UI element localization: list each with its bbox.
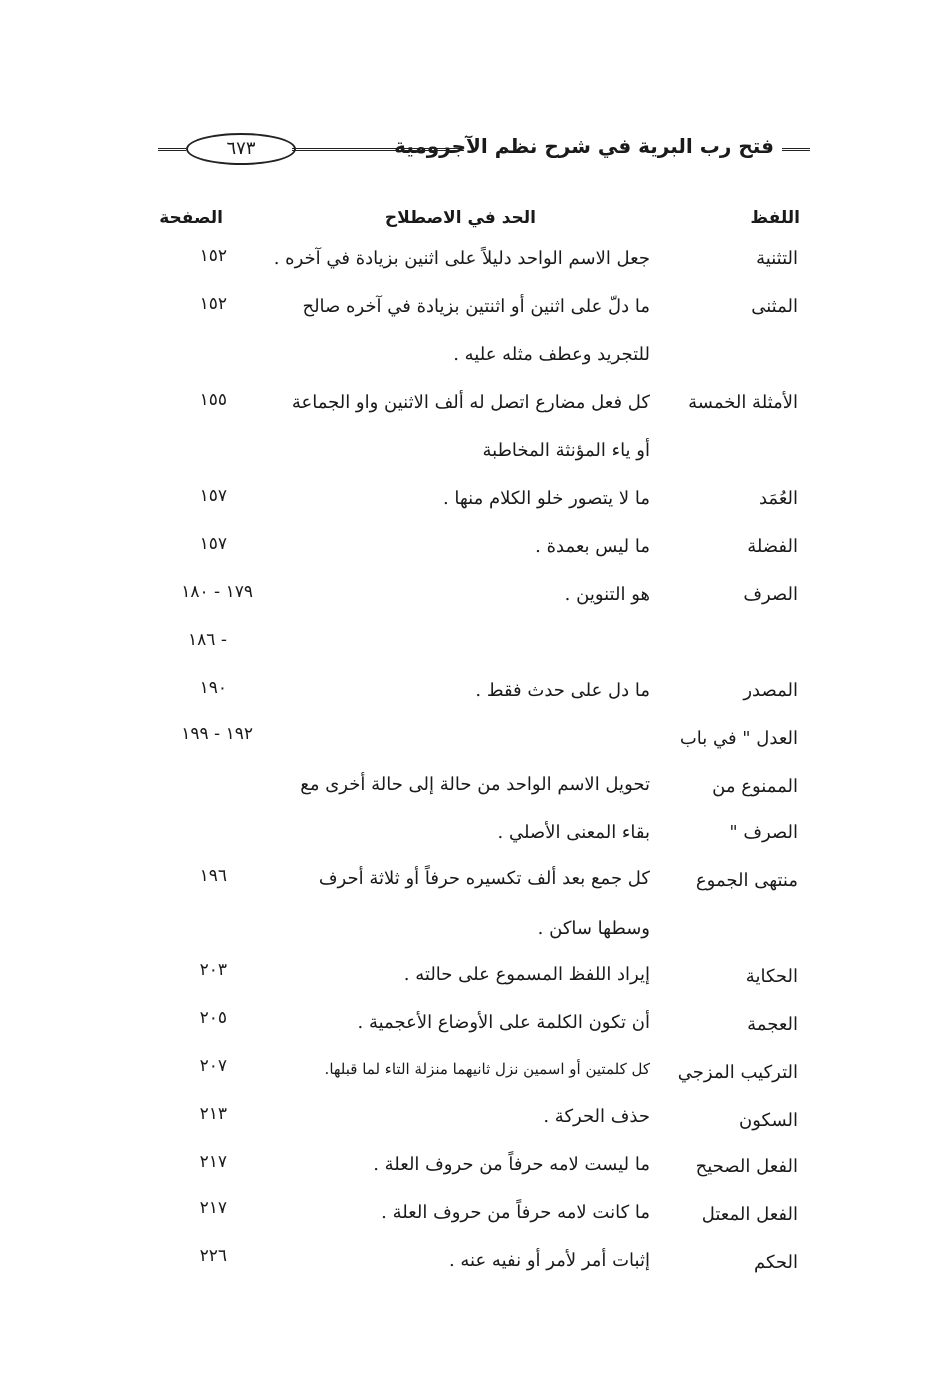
book-title: فتح رب البرية في شرح نظم الآجرومية	[394, 134, 774, 158]
page-ref: ١٥٥	[199, 390, 227, 410]
column-header-definition: الحد في الاصطلاح	[384, 208, 536, 228]
term: الأمثلة الخمسة	[688, 392, 798, 413]
definition: ما دلّ على اثنين أو اثنتين بزيادة في آخره صالح	[302, 296, 650, 317]
term: الفعل الصحيح	[695, 1156, 798, 1177]
term: العدل " في باب	[679, 728, 798, 749]
term: المصدر	[743, 680, 798, 701]
term: التركيب المزجي	[677, 1062, 798, 1083]
definition: تحويل الاسم الواحد من حالة إلى حالة أخرى مع	[300, 774, 650, 795]
column-header-term: اللفظ	[750, 208, 800, 228]
term: التثنية	[756, 248, 798, 269]
term: الفضلة	[747, 536, 798, 557]
term: منتهى الجموع	[695, 870, 798, 891]
definition: أن تكون الكلمة على الأوضاع الأعجمية .	[357, 1012, 650, 1033]
column-header-page: الصفحة	[159, 208, 223, 228]
page-ref: ١٥٧	[199, 486, 227, 506]
term: الصرف "	[729, 822, 798, 843]
definition: للتجريد وعطف مثله عليه .	[453, 344, 650, 365]
definition: كل فعل مضارع اتصل له ألف الاثنين واو الجماعة	[291, 392, 650, 413]
page-ref: ١٥٢	[199, 246, 227, 266]
page-ref: ٢٠٣	[199, 960, 227, 980]
page-number: ٦٧٣	[186, 133, 296, 165]
page-ref: ٢١٣	[199, 1104, 227, 1124]
definition: ما ليست لامه حرفاً من حروف العلة .	[373, 1154, 650, 1175]
page-ref: ١٩٢ - ١٩٩	[181, 724, 253, 744]
term: المثنى	[751, 296, 798, 317]
definition: بقاء المعنى الأصلي .	[497, 822, 650, 843]
term: الفعل المعتل	[701, 1204, 798, 1225]
term: الحكاية	[745, 966, 798, 987]
definition: هو التنوين .	[564, 584, 650, 605]
page-ref: - ١٨٦	[188, 630, 227, 650]
page-ref: ٢١٧	[199, 1152, 227, 1172]
definition: كل كلمتين أو اسمين نزل ثانيهما منزلة التاء لما قبلها.	[324, 1060, 650, 1078]
page-ref: ٢١٧	[199, 1198, 227, 1218]
term: الصرف	[743, 584, 798, 605]
header-rule-middle	[292, 148, 464, 151]
page-ref: ١٥٢	[199, 294, 227, 314]
definition: كل جمع بعد ألف تكسيره حرفاً أو ثلاثة أحرف	[318, 868, 650, 889]
term: العُمَد	[758, 488, 798, 509]
page-ref: ٢٠٥	[199, 1008, 227, 1028]
page-ref: ٢٢٦	[199, 1246, 227, 1266]
page-ref: ٢٠٧	[199, 1056, 227, 1076]
page-ref: ١٧٩ - ١٨٠	[181, 582, 253, 602]
definition: ما كانت لامه حرفاً من حروف العلة .	[381, 1202, 650, 1223]
header-rule-right	[782, 148, 810, 151]
definition: وسطها ساكن .	[537, 918, 650, 939]
term: العجمة	[747, 1014, 798, 1035]
page-ref: ١٥٧	[199, 534, 227, 554]
definition: جعل الاسم الواحد دليلاً على اثنين بزيادة في آخره .	[273, 248, 650, 269]
running-header	[150, 128, 810, 168]
term: السكون	[738, 1110, 798, 1131]
term: الممنوع من	[712, 776, 798, 797]
definition: ما لا يتصور خلو الكلام منها .	[442, 488, 650, 509]
definition: ما دل على حدث فقط .	[475, 680, 650, 701]
header-rule-left	[158, 148, 186, 151]
page-ref: ١٩٦	[199, 866, 227, 886]
definition: حذف الحركة .	[543, 1106, 650, 1127]
term: الحكم	[753, 1252, 798, 1273]
definition: إيراد اللفظ المسموع على حالته .	[403, 964, 650, 985]
page-ref: ١٩٠	[199, 678, 227, 698]
definition: أو ياء المؤنثة المخاطبة	[482, 440, 650, 461]
definition: ما ليس بعمدة .	[535, 536, 650, 557]
definition: إثبات أمر لأمر أو نفيه عنه .	[448, 1250, 650, 1271]
